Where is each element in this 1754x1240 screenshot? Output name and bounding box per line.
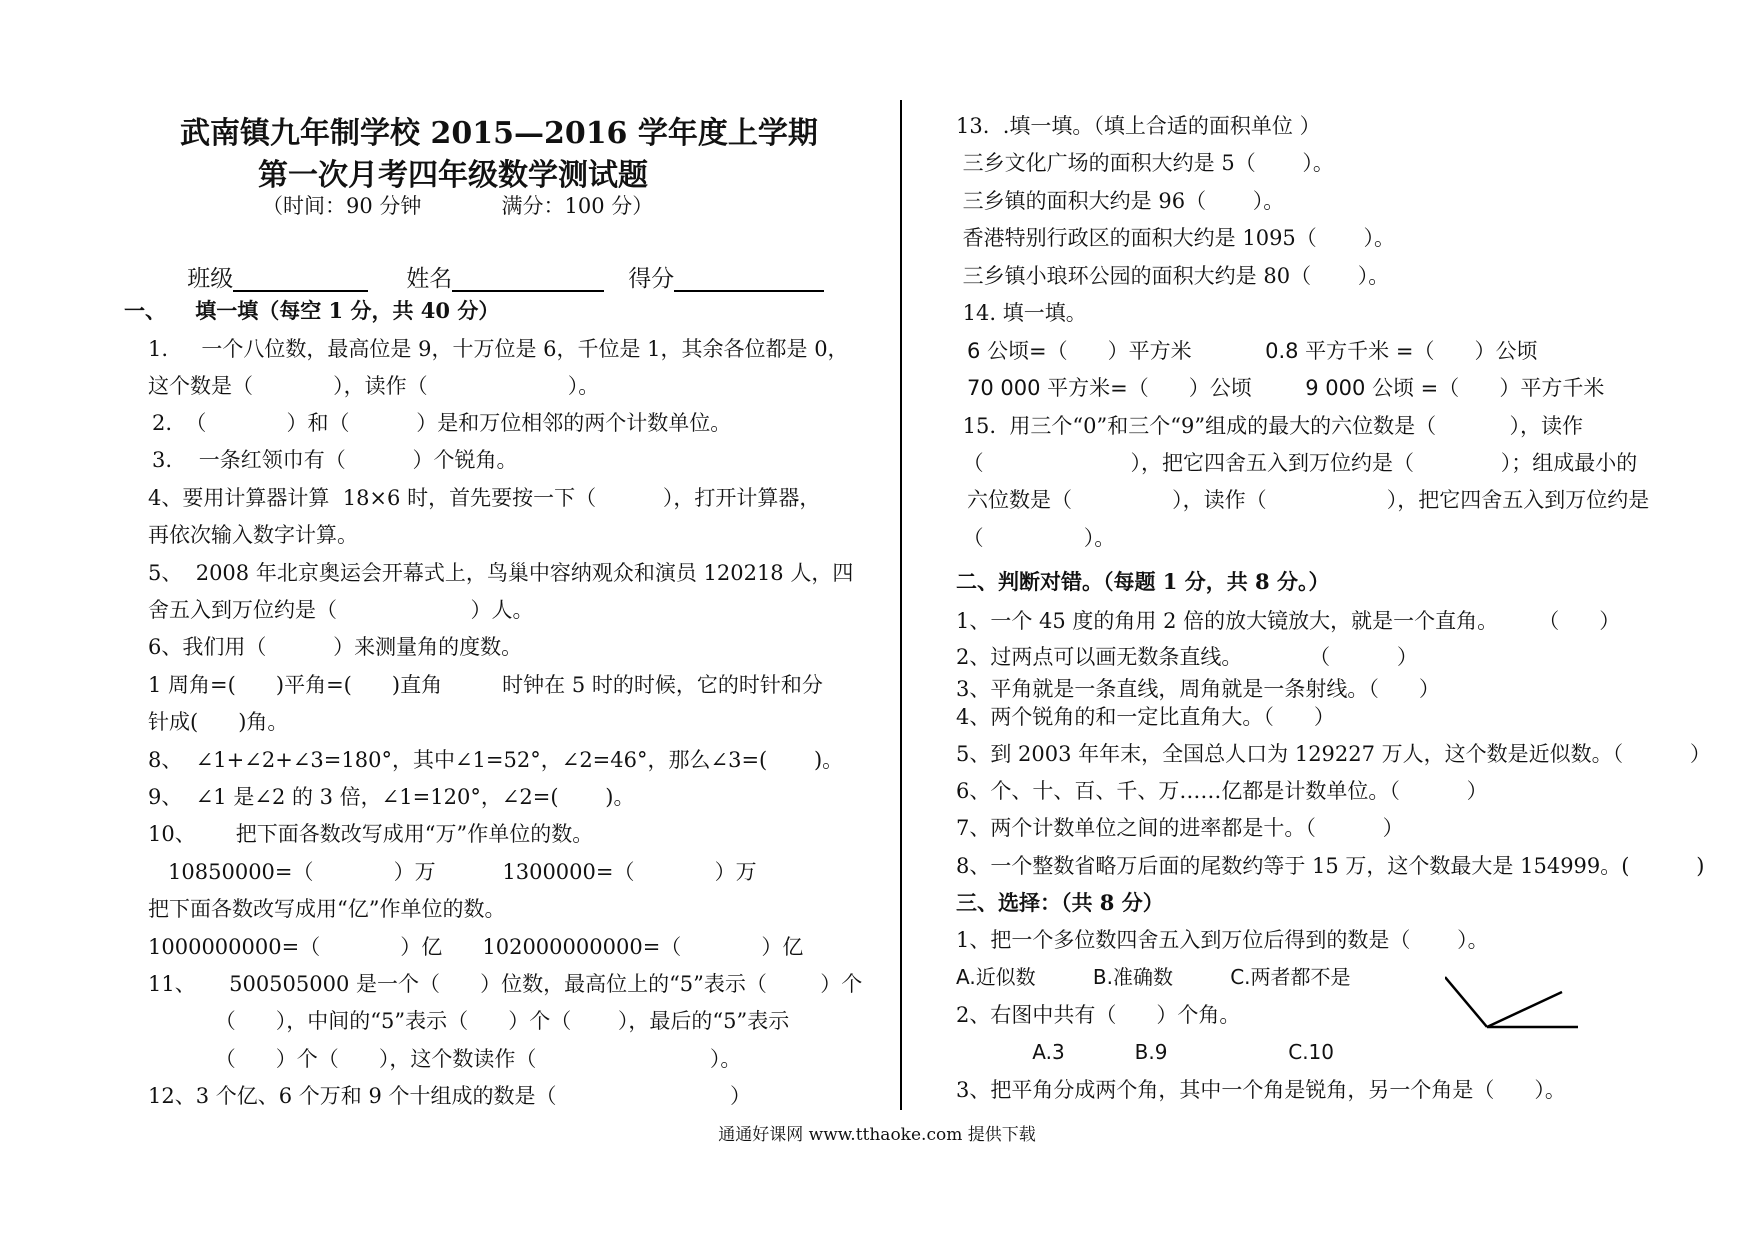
exam-title-line1: 武南镇九年制学校 2015—2016 学年度上学期 [180, 116, 818, 151]
question-line: 8、一个整数省略万后面的尾数约等于 15 万，这个数最大是 154999。( ) [956, 854, 1705, 878]
question-line: 7、两个计数单位之间的进率都是十。（ ） [956, 816, 1404, 840]
angle-ray-left [1445, 977, 1487, 1027]
question-line: 4、要用计算器计算 18×6 时，首先要按一下（ ），打开计算器， [148, 486, 821, 510]
section-2-heading: 二、判断对错。（每题 1 分，共 8 分。） [956, 569, 1330, 594]
time-info: （时间：90 分钟 满分：100 分） [262, 194, 654, 218]
question-line: 11、 500505000 是一个（ ）位数，最高位上的“5”表示（ ）个 [148, 972, 863, 996]
exam-title-line2: 第一次月考四年级数学测试题 [258, 158, 648, 193]
question-line: 3、平角就是一条直线，周角就是一条射线。（ ） [956, 677, 1440, 701]
angle-ray-middle [1487, 992, 1562, 1027]
question-line: 4、两个锐角的和一定比直角大。（ ） [956, 705, 1335, 729]
question-line: 1 周角=( )平角=( )直角 时钟在 5 时的时候，它的时针和分 [148, 673, 823, 697]
question-line: 70 000 平方米=（ ）公顷 9 000 公顷 =（ ）平方千米 [967, 376, 1605, 400]
choice-options: A.近似数 B.准确数 C.两者都不是 [956, 965, 1351, 989]
score-label: 得分 [628, 266, 675, 292]
question-line: 15. 用三个“0”和三个“9”组成的最大的六位数是（ ），读作 [956, 414, 1584, 438]
question-line: 3. 一条红领巾有（ ）个锐角。 [152, 448, 518, 472]
right-column [905, 0, 1754, 1240]
question-line: （ ），把它四舍五入到万位约是（ ）；组成最小的 [956, 451, 1638, 475]
question-line: 8、 ∠1+∠2+∠3=180°，其中∠1=52°，∠2=46°，那么∠3=( )。 [148, 748, 844, 772]
choice-options: A.3 B.9 C.10 [956, 1040, 1334, 1064]
question-line: 1. 一个八位数，最高位是 9，十万位是 6，千位是 1，其余各位都是 0， [148, 337, 849, 361]
question-line: 2、右图中共有（ ）个角。 [956, 1003, 1241, 1027]
question-line: 10850000=（ ）万 1300000=（ ）万 [148, 860, 757, 884]
question-line: 10、 把下面各数改写成用“万”作单位的数。 [148, 822, 594, 846]
question-line: 2. （ ）和（ ）是和万位相邻的两个计数单位。 [152, 411, 732, 435]
question-line: 12、3 个亿、6 个万和 9 个十组成的数是（ ） [148, 1084, 752, 1108]
question-line: 3、把平角分成两个角，其中一个角是锐角，另一个角是（ ）。 [956, 1078, 1566, 1102]
question-line: 14. 填一填。 [956, 301, 1087, 325]
class-blank[interactable] [233, 268, 368, 292]
question-line: 这个数是（ ），读作（ ）。 [148, 374, 600, 398]
question-line: 香港特别行政区的面积大约是 1095（ ）。 [956, 226, 1396, 250]
question-line: 舍五入到万位约是（ ）人。 [148, 598, 534, 622]
question-line: 1、一个 45 度的角用 2 倍的放大镜放大，就是一个直角。 （ ） [956, 609, 1621, 633]
section-1-heading: 一、 填一填（每空 1 分，共 40 分） [124, 298, 500, 323]
question-line: 三乡镇小琅环公园的面积大约是 80（ ）。 [956, 264, 1390, 288]
section-3-heading: 三、选择：（共 8 分） [956, 890, 1164, 915]
question-line: 5、 2008 年北京奥运会开幕式上，鸟巢中容纳观众和演员 120218 人，四 [148, 561, 854, 585]
question-line: 6、我们用（ ）来测量角的度数。 [148, 635, 523, 659]
class-label: 班级 [187, 266, 234, 292]
question-line: 1000000000=（ ）亿 102000000000=（ ）亿 [148, 935, 804, 959]
question-line: 把下面各数改写成用“亿”作单位的数。 [148, 897, 506, 921]
question-line: 9、 ∠1 是∠2 的 3 倍，∠1=120°，∠2=( )。 [148, 785, 635, 809]
question-line: 13. .填一填。（填上合适的面积单位 ） [956, 114, 1321, 138]
question-line: 6 公顷=（ ）平方米 0.8 平方千米 =（ ）公顷 [967, 339, 1538, 363]
column-divider [900, 100, 902, 1110]
name-label: 姓名 [406, 266, 453, 292]
question-line: （ ）。 [956, 526, 1116, 550]
question-line: 针成( )角。 [148, 710, 289, 734]
score-blank[interactable] [674, 268, 824, 292]
angle-figure [1445, 970, 1605, 1040]
question-line: 六位数是（ ），读作（ ），把它四舍五入到万位约是 [967, 488, 1650, 512]
question-line: （ ），中间的“5”表示（ ）个（ ），最后的“5”表示 [148, 1009, 790, 1033]
question-line: 5、到 2003 年年末，全国总人口为 129227 万人，这个数是近似数。（ ） [956, 742, 1711, 766]
question-line: 三乡镇的面积大约是 96（ ）。 [956, 189, 1285, 213]
footer-credit: 通通好课网 www.tthaoke.com 提供下载 [718, 1125, 1036, 1145]
question-line: 2、过两点可以画无数条直线。 （ ） [956, 645, 1418, 669]
name-blank[interactable] [452, 268, 604, 292]
question-line: 再依次输入数字计算。 [148, 523, 358, 547]
question-line: 1、把一个多位数四舍五入到万位后得到的数是（ ）。 [956, 928, 1489, 952]
question-line: 6、个、十、百、千、万……亿都是计数单位。（ ） [956, 779, 1488, 803]
question-line: （ ）个（ ），这个数读作（ ）。 [148, 1047, 742, 1071]
question-line: 三乡文化广场的面积大约是 5（ ）。 [956, 151, 1334, 175]
